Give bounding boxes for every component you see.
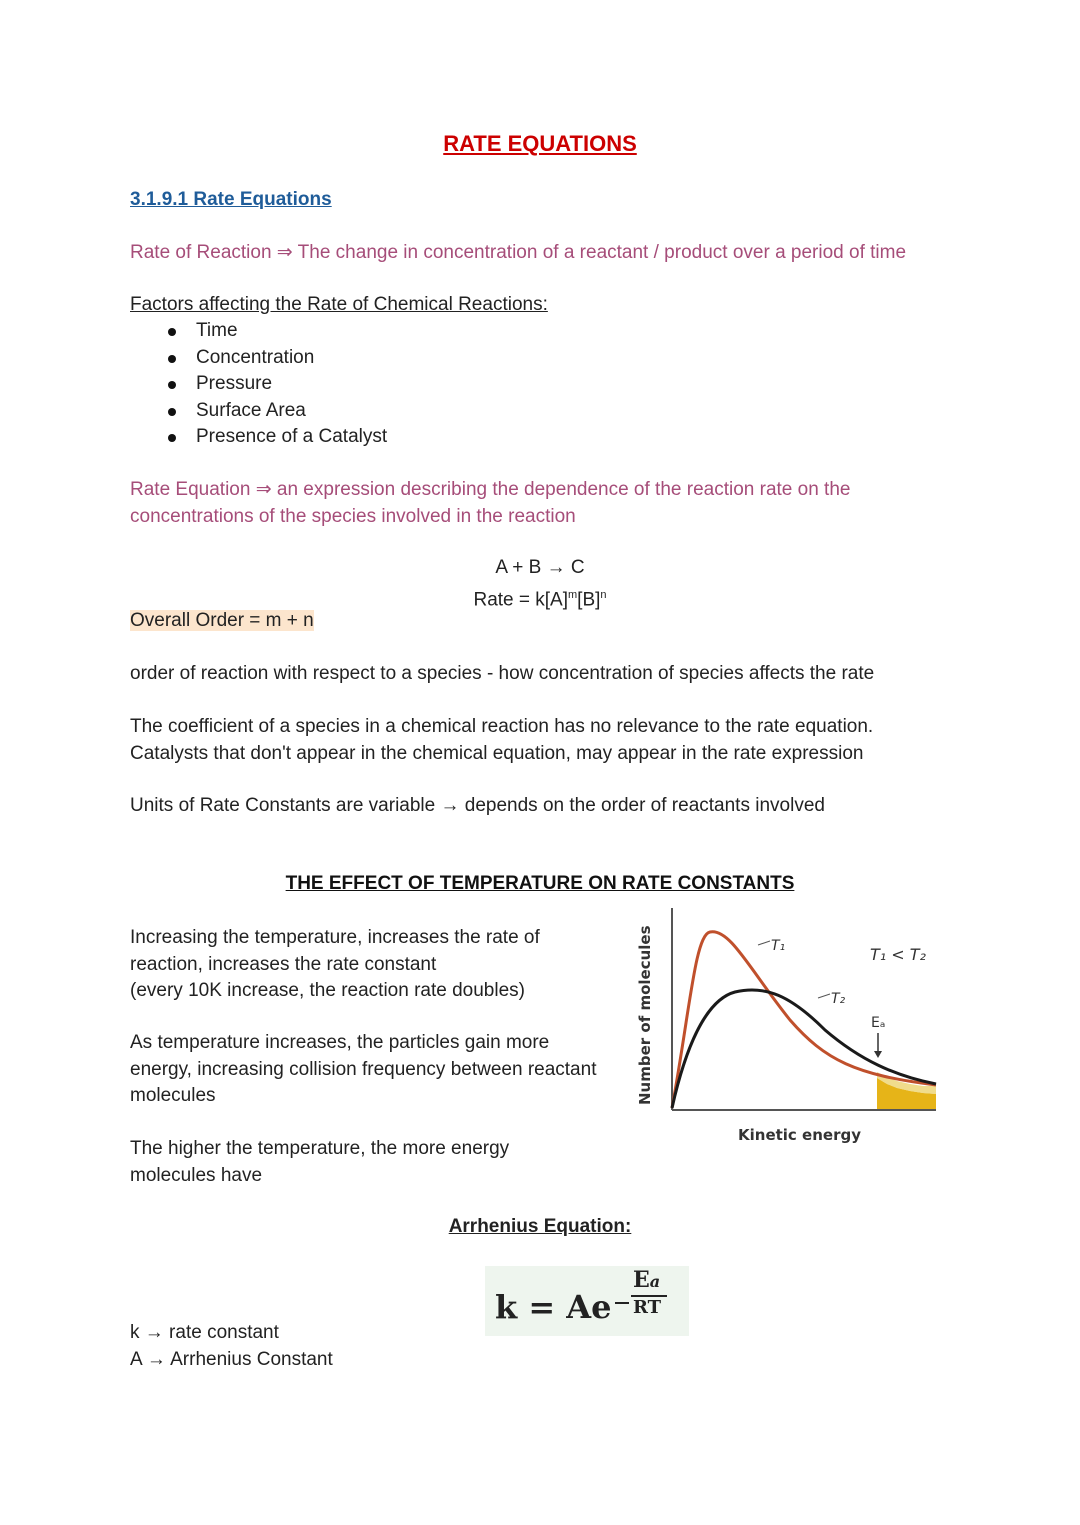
- ea-arrow-head: [874, 1051, 882, 1058]
- rate-expression: Rate = $k[A]^m[B]^n$: [473, 589, 607, 611]
- list-item: Pressure: [162, 371, 387, 398]
- definition-k: k → rate constant: [130, 1322, 279, 1343]
- temperature-paragraph-3: The higher the temperature, the more energy molecules have: [130, 1138, 510, 1186]
- order-definition: order of reaction with respect to a species - how concentration of species affects the rate: [130, 663, 875, 684]
- bullet-icon: [168, 381, 176, 389]
- ea-label: Eₐ: [871, 1015, 886, 1031]
- y-axis-label: Number of molecules: [636, 925, 654, 1105]
- rate-of-reaction-definition: Rate of Reaction ⇒ The change in concentration of a reactant / product over a period of time: [130, 242, 907, 263]
- temperature-comparison: T₁ < T₂: [870, 945, 926, 964]
- definition-a: A → Arrhenius Constant: [130, 1348, 333, 1370]
- coefficient-note: The coefficient of a species in a chemical reaction has no relevance to the rate equation. Catalysts that don't appear in the chemical equation, may appear in the rate expression: [130, 716, 874, 764]
- t1-label-leader: [758, 941, 770, 945]
- list-item: Concentration: [162, 345, 387, 372]
- bullet-icon: [168, 355, 176, 363]
- bullet-icon: [168, 408, 176, 416]
- factors-list: [162, 318, 387, 451]
- temperature-paragraph-2: As temperature increases, the particles gain more energy, increasing collision frequency between reactant molecules: [130, 1032, 597, 1106]
- page-title: RATE EQUATIONS: [443, 131, 637, 156]
- arrhenius-definitions: [130, 1320, 333, 1373]
- list-item: Time: [162, 318, 387, 345]
- bullet-icon: [168, 328, 176, 336]
- temperature-heading: THE EFFECT OF TEMPERATURE ON RATE CONSTANTS: [285, 873, 795, 894]
- arrhenius-heading: Arrhenius Equation:: [448, 1216, 632, 1237]
- rate-equation-definition: Rate Equation ⇒ an expression describing the dependence of the reaction rate on the concentrations of the species involved in the reaction: [130, 479, 851, 527]
- factors-heading: Factors affecting the Rate of Chemical Reactions:: [130, 294, 548, 315]
- list-item: Surface Area: [162, 398, 387, 425]
- arrhenius-formula: [485, 1266, 689, 1336]
- temperature-paragraph-1: Increasing the temperature, increases the rate of reaction, increases the rate constant (every 10K increase, the reaction rate doubles): [130, 927, 540, 1001]
- maxwell-boltzmann-graph: [625, 900, 955, 1150]
- t1-curve-label: T₁: [771, 938, 786, 954]
- overall-order: Overall Order = m + n: [130, 610, 314, 631]
- exponent-denominator: RT: [633, 1297, 662, 1318]
- units-note: Units of Rate Constants are variable → depends on the order of reactants involved: [130, 795, 825, 816]
- t2-label-leader: [818, 994, 830, 998]
- exponent-minus-sign: [615, 1302, 629, 1304]
- x-axis-label: Kinetic energy: [738, 1126, 861, 1144]
- t2-curve-label: T₂: [831, 991, 846, 1007]
- arrhenius-formula-lhs: k = Ae: [495, 1288, 612, 1326]
- list-item: Presence of a Catalyst: [162, 424, 387, 451]
- exponent-numerator: Ea: [633, 1267, 661, 1293]
- section-heading[interactable]: 3.1.9.1 Rate Equations: [130, 189, 332, 210]
- reaction-equation: A + B → C: [495, 557, 585, 578]
- bullet-icon: [168, 434, 176, 442]
